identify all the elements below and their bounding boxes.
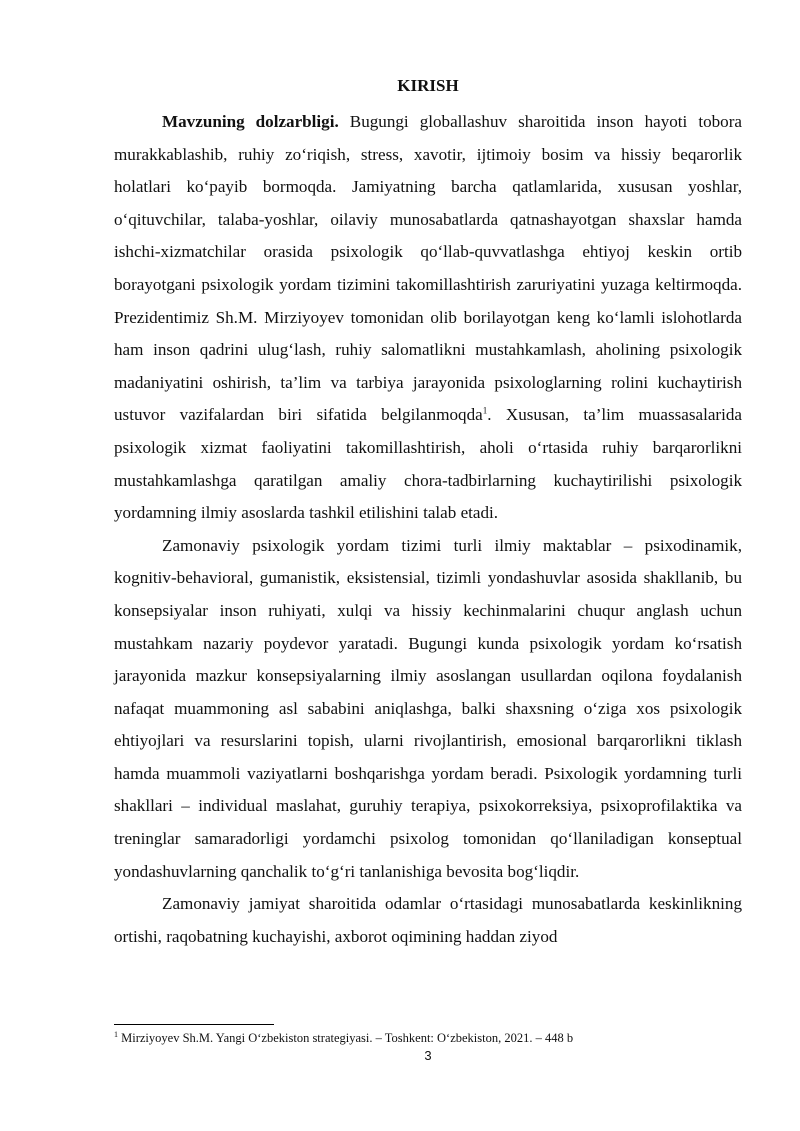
paragraph-approaches: Zamonaviy psixologik yordam tizimi turli ilmiy maktablar – psixodinamik, kognitiv-behavioral, gumanistik, eksistensial, tizimli yondashuvlar asosida shakllanib, bu konsepsiyalar inson ruhiyati, xulqi va hissiy kechinmalarini chuqur anglash uchun mustahkam nazariy poydevor yaratadi. Bugungi kunda psixologik yordam ko‘rsatish jarayonida mazkur konsepsiyalarning ilmiy asoslangan usullardan oqilona foydalanish nafaqat muammoning asl sababini aniqlashga, balki shaxsning o‘ziga xos psixologik ehtiyojlari va resurslarini topish, ularni rivojlantirish, emosional barqarorlikni tiklash hamda muammoli vaziyatlarni boshqarishga yordam beradi. Psixologik yordamning turli shakllari – individual maslahat, guruhiy terapiya, psixokorreksiya, psixoprofilaktika va treninglar samaradorligi yordamchi psixolog tomonidan qo‘llaniladigan konseptual yondashuvlarning qanchalik to‘g‘ri tanlanishiga bevosita bog‘liqdir. (114, 535, 742, 881)
paragraph-text-continued: . Xususan, ta’lim muassasalarida psixologik xizmat faoliyatini takomillashtirish, aholi o‘rtasida ruhiy barqarorlikni mustahkamlashga qaratilgan amaliy chora-tadbirlarning kuchaytirilishi psixologik yordamning ilmiy asoslarda tashkil etilishini talab etadi. (114, 405, 742, 523)
paragraph-lead: Mavzuning dolzarbligi. (162, 112, 339, 131)
footnote-text: Mirziyoyev Sh.M. Yangi O‘zbekiston strategiyasi. – Toshkent: O‘zbekiston, 2021. – 448 b (118, 1031, 574, 1045)
footnote (114, 1030, 742, 1046)
footnote-separator (114, 1024, 274, 1025)
section-title: KIRISH (397, 76, 459, 95)
body-text (114, 106, 742, 953)
paragraph-relevance (114, 106, 742, 530)
footnote-reference[interactable]: 1 (482, 405, 488, 416)
page-number: 3 (424, 1048, 432, 1063)
paragraph-text: Bugungi globallashuv sharoitida inson hayoti tobora murakkablashib, ruhiy zo‘riqish, stress, xavotir, ijtimoiy bosim va hissiy beqarorlik holatlari ko‘payib bormoqda. Jamiyatning barcha qatlamlarida, xususan yoshlar, o‘qituvchilar, talaba-yoshlar, oilaviy munosabatlarda qatnashayotgan shaxslar hamda ishchi-xizmatchilar orasida psixologik qo‘llab-quvvatlashga ehtiyoj keskin ortib borayotgani psixologik yordam tizimini takomillashtirish zaruriyatini yuzaga keltirmoqda. Prezidentimiz Sh.M. Mirziyoyev tomonidan olib borilayotgan keng ko‘lamli islohotlarda ham inson qadrini ulug‘lash, ruhiy salomatlikni mustahkamlash, aholining psixologik madaniyatini oshirish, ta’lim va tarbiya jarayonida psixologlarning rolini kuchaytirish ustuvor vazifalardan biri sifatida belgilanmoqda (114, 112, 742, 425)
footnote-marker: 1 (114, 1029, 118, 1039)
paragraph-society: Zamonaviy jamiyat sharoitida odamlar o‘rtasidagi munosabatlarda keskinlikning ortishi, raqobatning kuchayishi, axborot oqimining haddan ziyod (114, 894, 742, 946)
